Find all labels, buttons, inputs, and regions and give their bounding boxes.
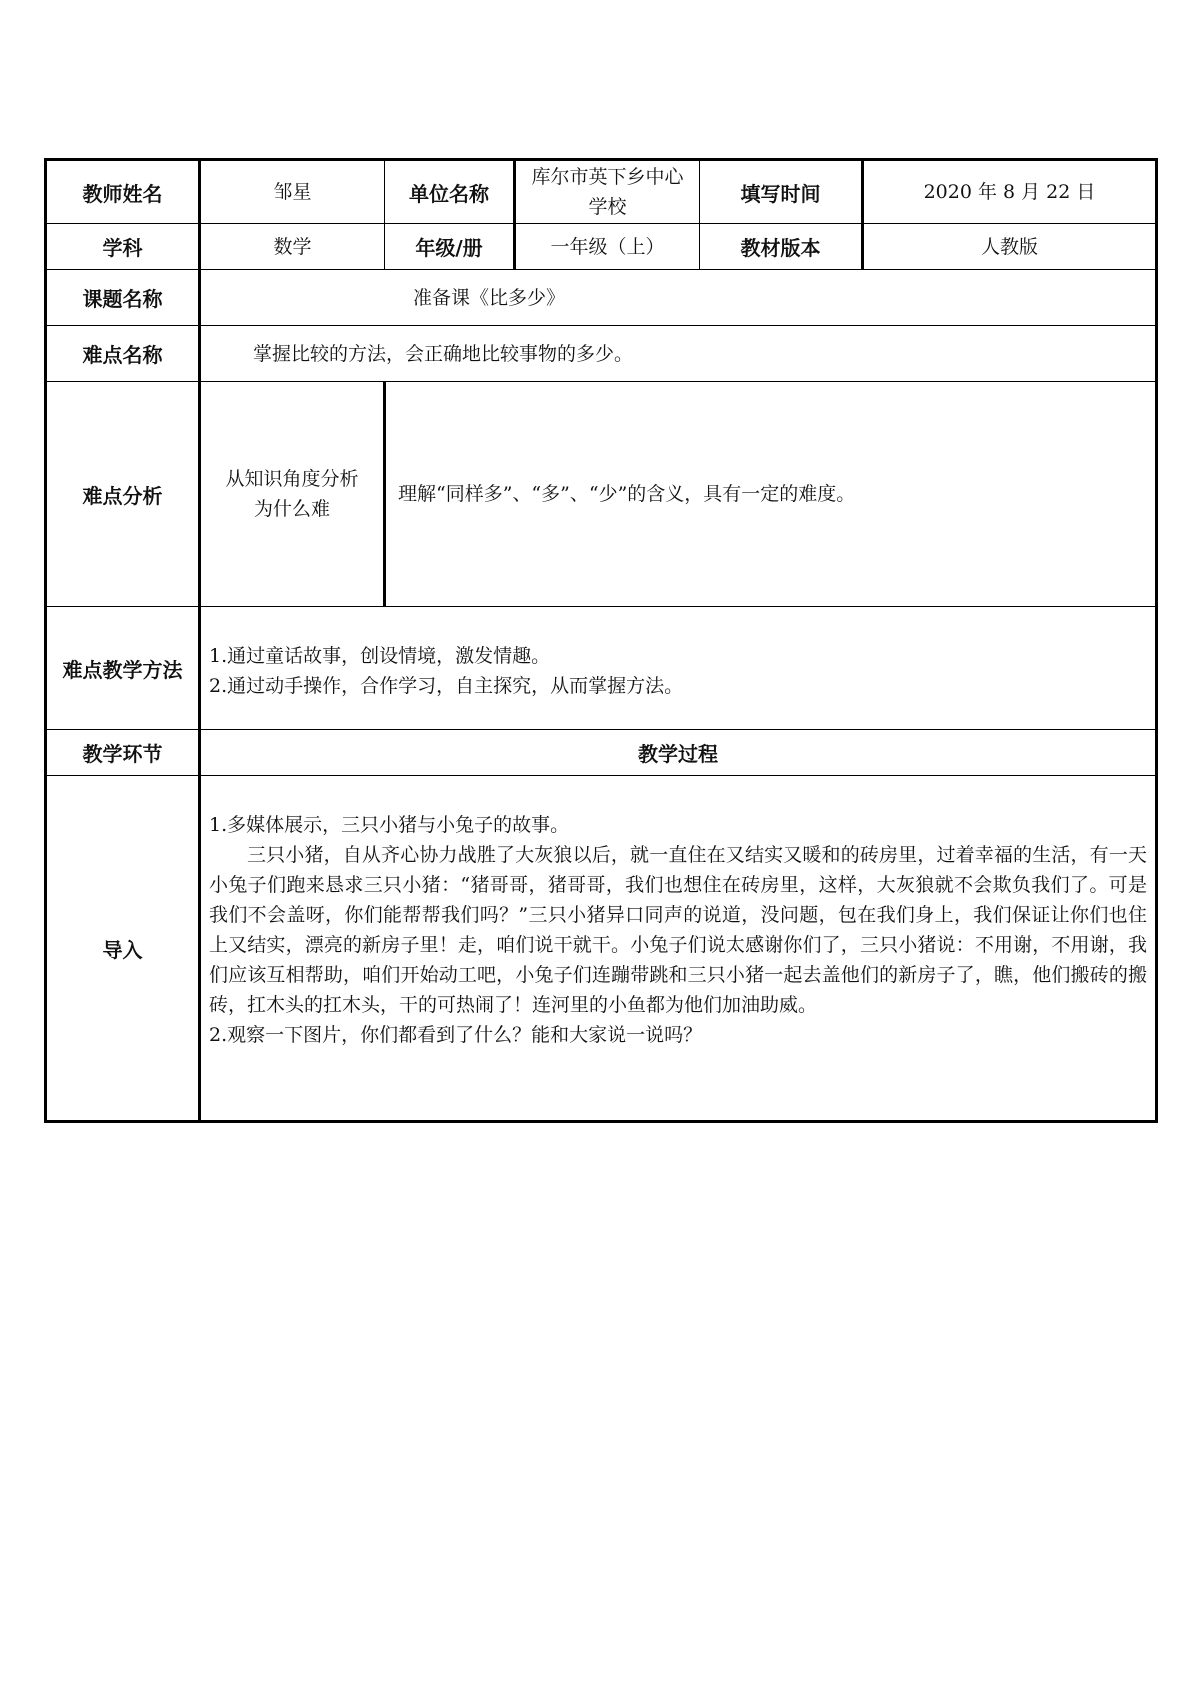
topic-label: 课题名称 <box>46 270 200 326</box>
difficulty-value: 掌握比较的方法，会正确地比较事物的多少。 <box>200 326 1157 382</box>
difficulty-label: 难点名称 <box>46 326 200 382</box>
subject-value: 数学 <box>200 224 385 270</box>
intro-story: 三只小猪，自从齐心协力战胜了大灰狼以后，就一直住在又结实又暖和的砖房里，过着幸福的生活，有一天小兔子们跑来恳求三只小猪：“猪哥哥，猪哥哥，我们也想住在砖房里，这样，大灰狼就不会欺负我们了。可是我们不会盖呀，你们能帮帮我们吗？”三只小猪异口同声的说道，没问题，包在我们身上，我们保证让你们也住上又结实，漂亮的新房子里！走，咱们说干就干。小兔子们说太感谢你们了，三只小猪说：不用谢，不用谢，我们应该互相帮助，咱们开始动工吧，小兔子们连蹦带跳和三只小猪一起去盖他们的新房子了，瞧，他们搬砖的搬砖，扛木头的扛木头，干的可热闹了！连河里的小鱼都为他们加油助威。 <box>209 844 1147 1016</box>
analysis-value: 理解“同样多”、“多”、“少”的含义，具有一定的难度。 <box>385 382 1157 607</box>
unit-label: 单位名称 <box>385 160 515 224</box>
analysis-sub-label: 从知识角度分析为什么难 <box>200 382 385 607</box>
method-content <box>200 607 1157 730</box>
process-header: 教学过程 <box>200 730 1157 776</box>
edition-label: 教材版本 <box>700 224 863 270</box>
intro-content <box>200 776 1157 1122</box>
method-label: 难点教学方法 <box>46 607 200 730</box>
analysis-label: 难点分析 <box>46 382 200 607</box>
intro-label: 导入 <box>46 776 200 1122</box>
lesson-plan-table <box>44 158 1158 1123</box>
subject-label: 学科 <box>46 224 200 270</box>
topic-value: 准备课《比多少》 <box>200 270 1157 326</box>
method-line-2: 2.通过动手操作，合作学习，自主探究，从而掌握方法。 <box>209 675 684 697</box>
stage-header: 教学环节 <box>46 730 200 776</box>
intro-line-1: 1.多媒体展示，三只小猪与小兔子的故事。 <box>209 814 570 836</box>
teacher-label: 教师姓名 <box>46 160 200 224</box>
grade-value: 一年级（上） <box>515 224 700 270</box>
date-label: 填写时间 <box>700 160 863 224</box>
edition-value: 人教版 <box>863 224 1157 270</box>
intro-line-3: 2.观察一下图片，你们都看到了什么？能和大家说一说吗？ <box>209 1024 703 1046</box>
method-line-1: 1.通过童话故事，创设情境，激发情趣。 <box>209 645 551 667</box>
unit-value: 库尔市英下乡中心学校 <box>515 160 700 224</box>
teacher-value: 邹星 <box>200 160 385 224</box>
grade-label: 年级/册 <box>385 224 515 270</box>
date-value: 2020 年 8 月 22 日 <box>863 160 1157 224</box>
